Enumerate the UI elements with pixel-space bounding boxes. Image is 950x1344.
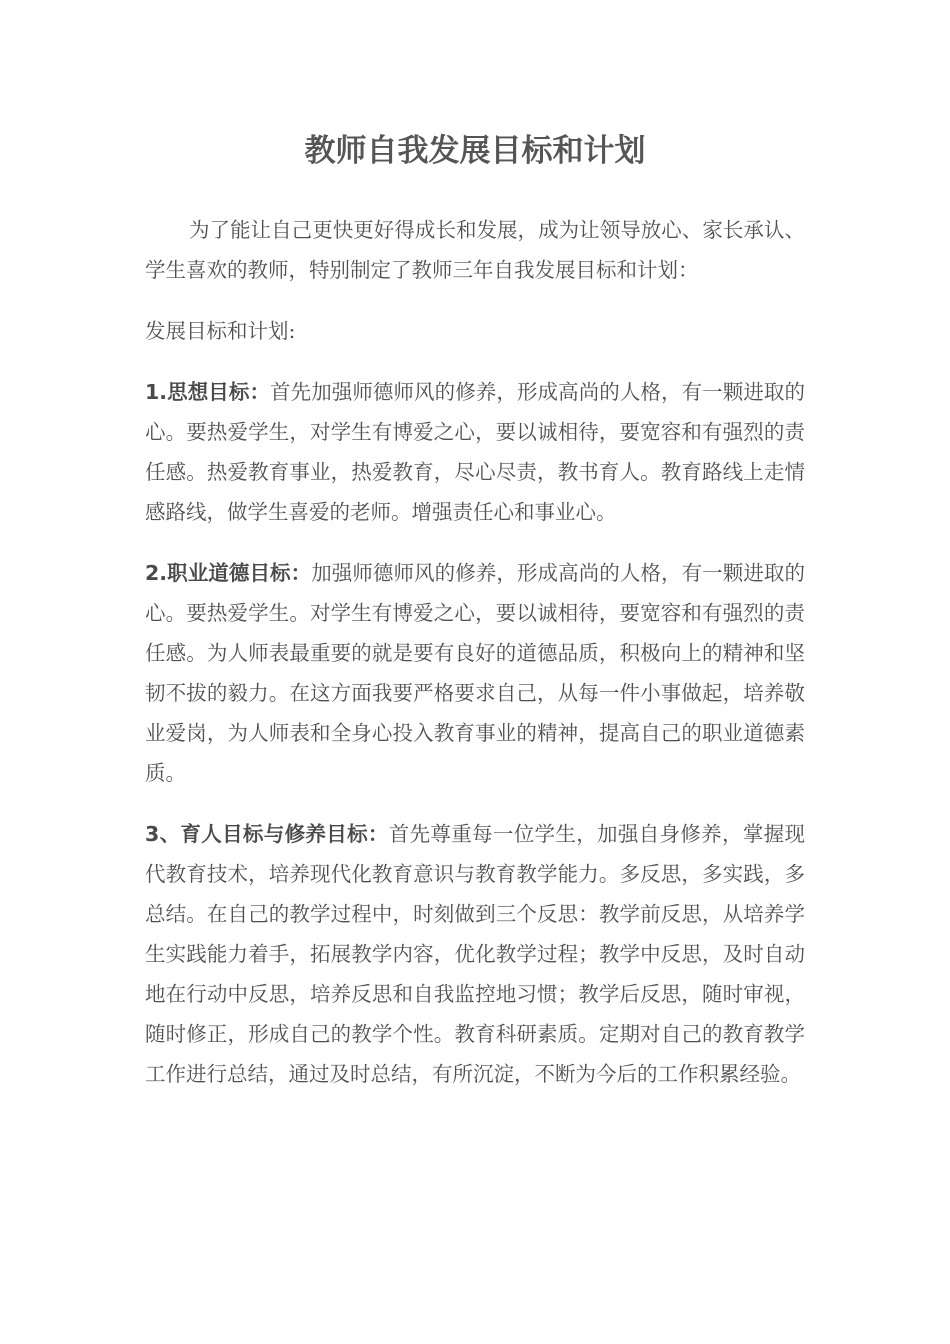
section-heading: 发展目标和计划:: [145, 319, 296, 343]
document-body: [145, 210, 805, 1115]
goal-label-ethics: 2.职业道德目标：: [145, 561, 312, 585]
goal-paragraph-education: [145, 814, 805, 1094]
goal-text-education: 首先尊重每一位学生，加强自身修养，掌握现代教育技术，培养现代化教育意识与教育教学能力。多反思，多实践，多总结。在自己的教学过程中，时刻做到三个反思：教学前反思，从培养学生实践能力着手，拓展教学内容，优化教学过程；教学中反思，及时自动地在行动中反思，培养反思和自我监控地习惯；教学后反思，随时审视，随时修正，形成自己的教学个性。教育科研素质。定期对自己的教育教学工作进行总结，通过及时总结，有所沉淀，不断为今后的工作积累经验。: [145, 822, 806, 1086]
goal-label-ideology: 1.思想目标：: [145, 380, 271, 404]
goal-text-ideology: 首先加强师德师风的修养，形成高尚的人格，有一颗进取的心。要热爱学生，对学生有博爱之心，要以诚相待，要宽容和有强烈的责任感。热爱教育事业，热爱教育，尽心尽责，教书育人。教育路线上走情感路线，做学生喜爱的老师。增强责任心和事业心。: [145, 380, 805, 524]
goal-paragraph-ethics: [145, 553, 805, 793]
intro-paragraph: 为了能让自己更快更好得成长和发展，成为让领导放心、家长承认、学生喜欢的教师，特别制定了教师三年自我发展目标和计划：: [145, 218, 805, 282]
goal-label-education: 3、育人目标与修养目标：: [145, 822, 389, 846]
document-title: 教师自我发展目标和计划: [304, 133, 646, 169]
goal-text-ethics: 加强师德师风的修养，形成高尚的人格，有一颗进取的心。要热爱学生。对学生有博爱之心，要以诚相待，要宽容和有强烈的责任感。为人师表最重要的就是要有良好的道德品质，积极向上的精神和坚韧不拔的毅力。在这方面我要严格要求自己，从每一件小事做起，培养敬业爱岗，为人师表和全身心投入教育事业的精神，提高自己的职业道德素质。: [145, 561, 805, 785]
goal-paragraph-ideology: [145, 372, 805, 532]
